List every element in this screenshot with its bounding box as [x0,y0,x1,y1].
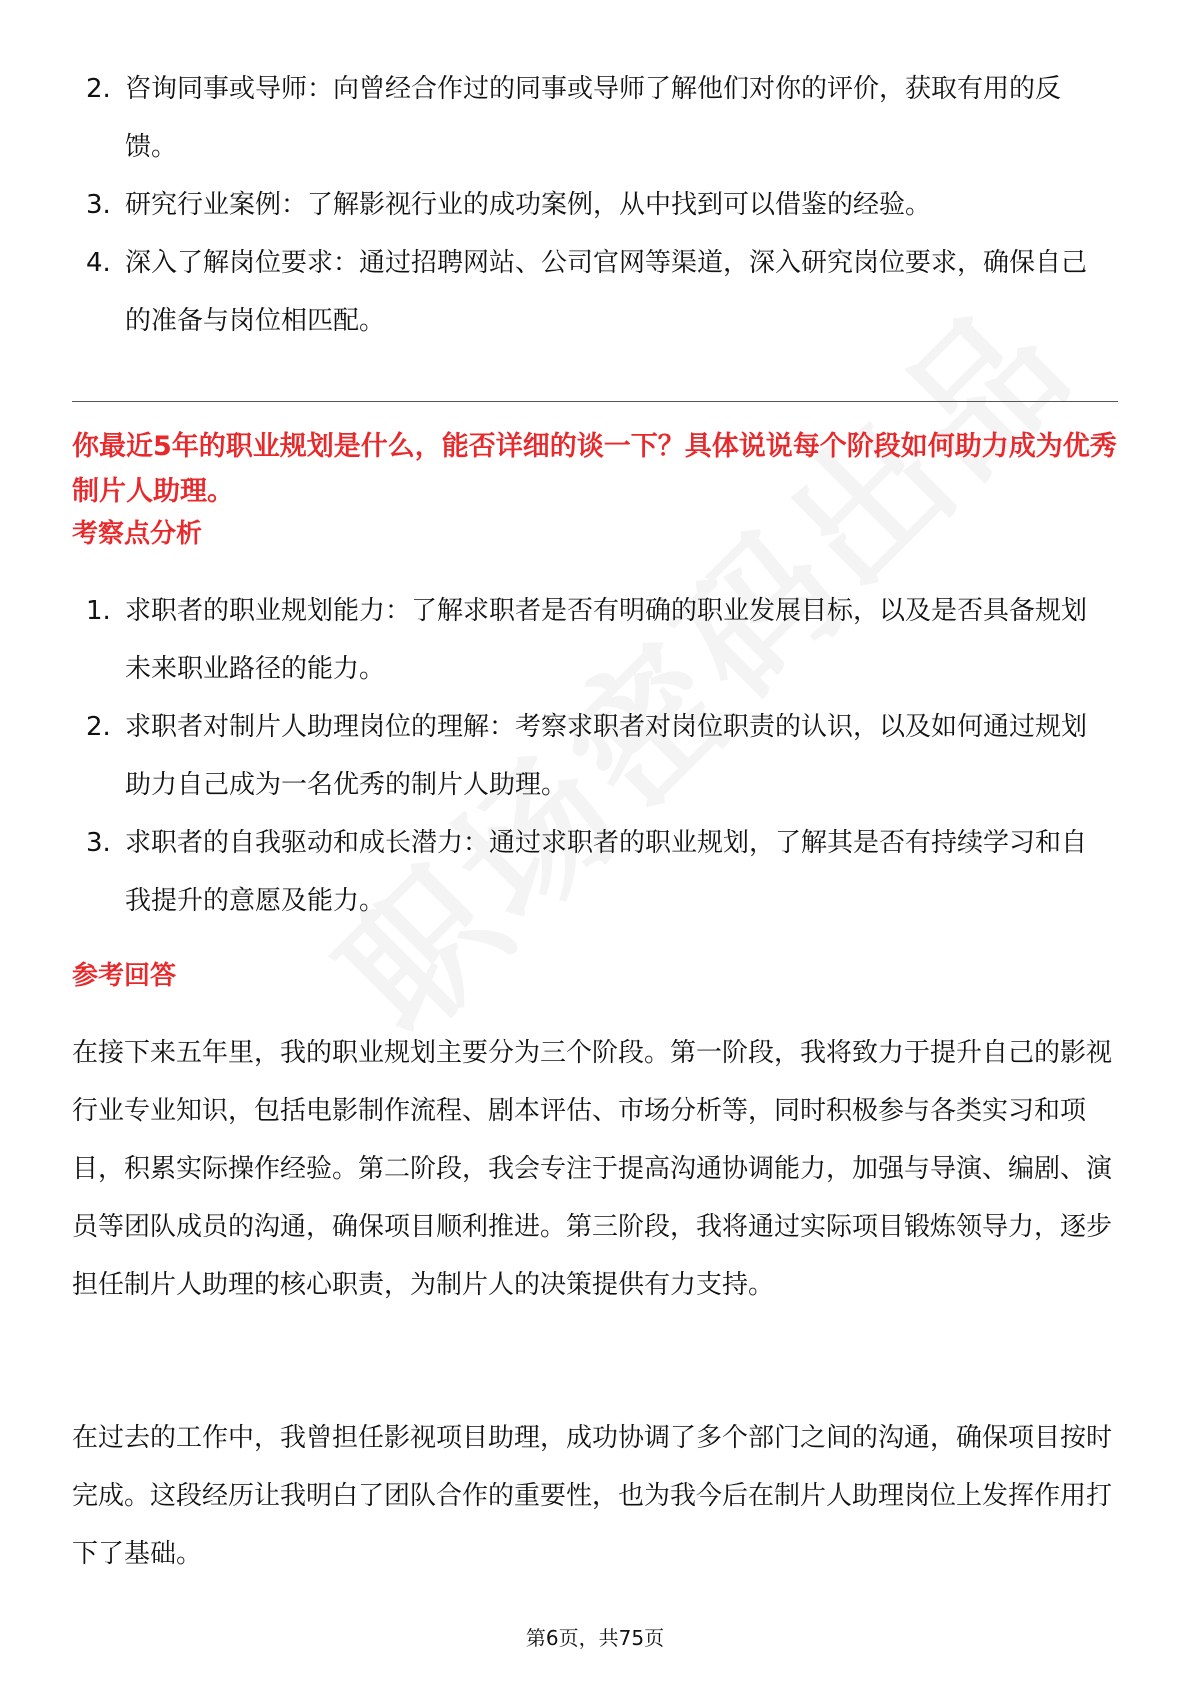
interview-question: 你最近5年的职业规划是什么，能否详细的谈一下？具体说说每个阶段如何助力成为优秀制片人助理。 [72,431,1117,507]
answer-paragraph: 在过去的工作中，我曾担任影视项目助理，成功协调了多个部门之间的沟通，确保项目按时完成。这段经历让我明白了团队合作的重要性，也为我今后在制片人助理岗位上发挥作用打下了基础。 [72,1423,1113,1569]
list-item [0,176,1190,234]
list-item-number: 2. [86,74,111,104]
list-item-text: 求职者的职业规划能力：了解求职者是否有明确的职业发展目标，以及是否具备规划未来职业路径的能力。 [125,596,1088,684]
list-item-text: 求职者对制片人助理岗位的理解：考察求职者对岗位职责的认识，以及如何通过规划助力自己成为一名优秀的制片人助理。 [125,712,1088,800]
list-item [0,814,1190,930]
analysis-heading: 考察点分析 [72,519,203,549]
list-item-number: 3. [86,828,111,858]
list-item [0,234,1190,350]
section-divider [72,401,1118,402]
list-item-number: 1. [86,596,111,626]
list-item-number: 2. [86,712,111,742]
list-item-text: 深入了解岗位要求：通过招聘网站、公司官网等渠道，深入研究岗位要求，确保自己的准备与岗位相匹配。 [125,248,1088,336]
list-item [0,60,1190,176]
list-item [0,582,1190,698]
answer-paragraph: 在接下来五年里，我的职业规划主要分为三个阶段。第一阶段，我将致力于提升自己的影视行业专业知识，包括电影制作流程、剧本评估、市场分析等，同时积极参与各类实习和项目，积累实际操作经验。第二阶段，我会专注于提高沟通协调能力，加强与导演、编剧、演员等团队成员的沟通，确保项目顺利推进。第三阶段，我将通过实际项目锻炼领导力，逐步担任制片人助理的核心职责，为制片人的决策提供有力支持。 [72,1038,1113,1300]
list-item-text: 研究行业案例：了解影视行业的成功案例，从中找到可以借鉴的经验。 [125,190,932,220]
list-item-text: 求职者的自我驱动和成长潜力：通过求职者的职业规划，了解其是否有持续学习和自我提升的意愿及能力。 [125,828,1088,916]
list-item-number: 4. [86,248,111,278]
analysis-list [0,582,1190,930]
list-item [0,698,1190,814]
page-number: 第6页，共75页 [525,1626,665,1650]
answer-heading: 参考回答 [72,961,177,991]
tips-list [0,60,1190,350]
list-item-number: 3. [86,190,111,220]
list-item-text: 咨询同事或导师：向曾经合作过的同事或导师了解他们对你的评价，获取有用的反馈。 [125,74,1062,162]
